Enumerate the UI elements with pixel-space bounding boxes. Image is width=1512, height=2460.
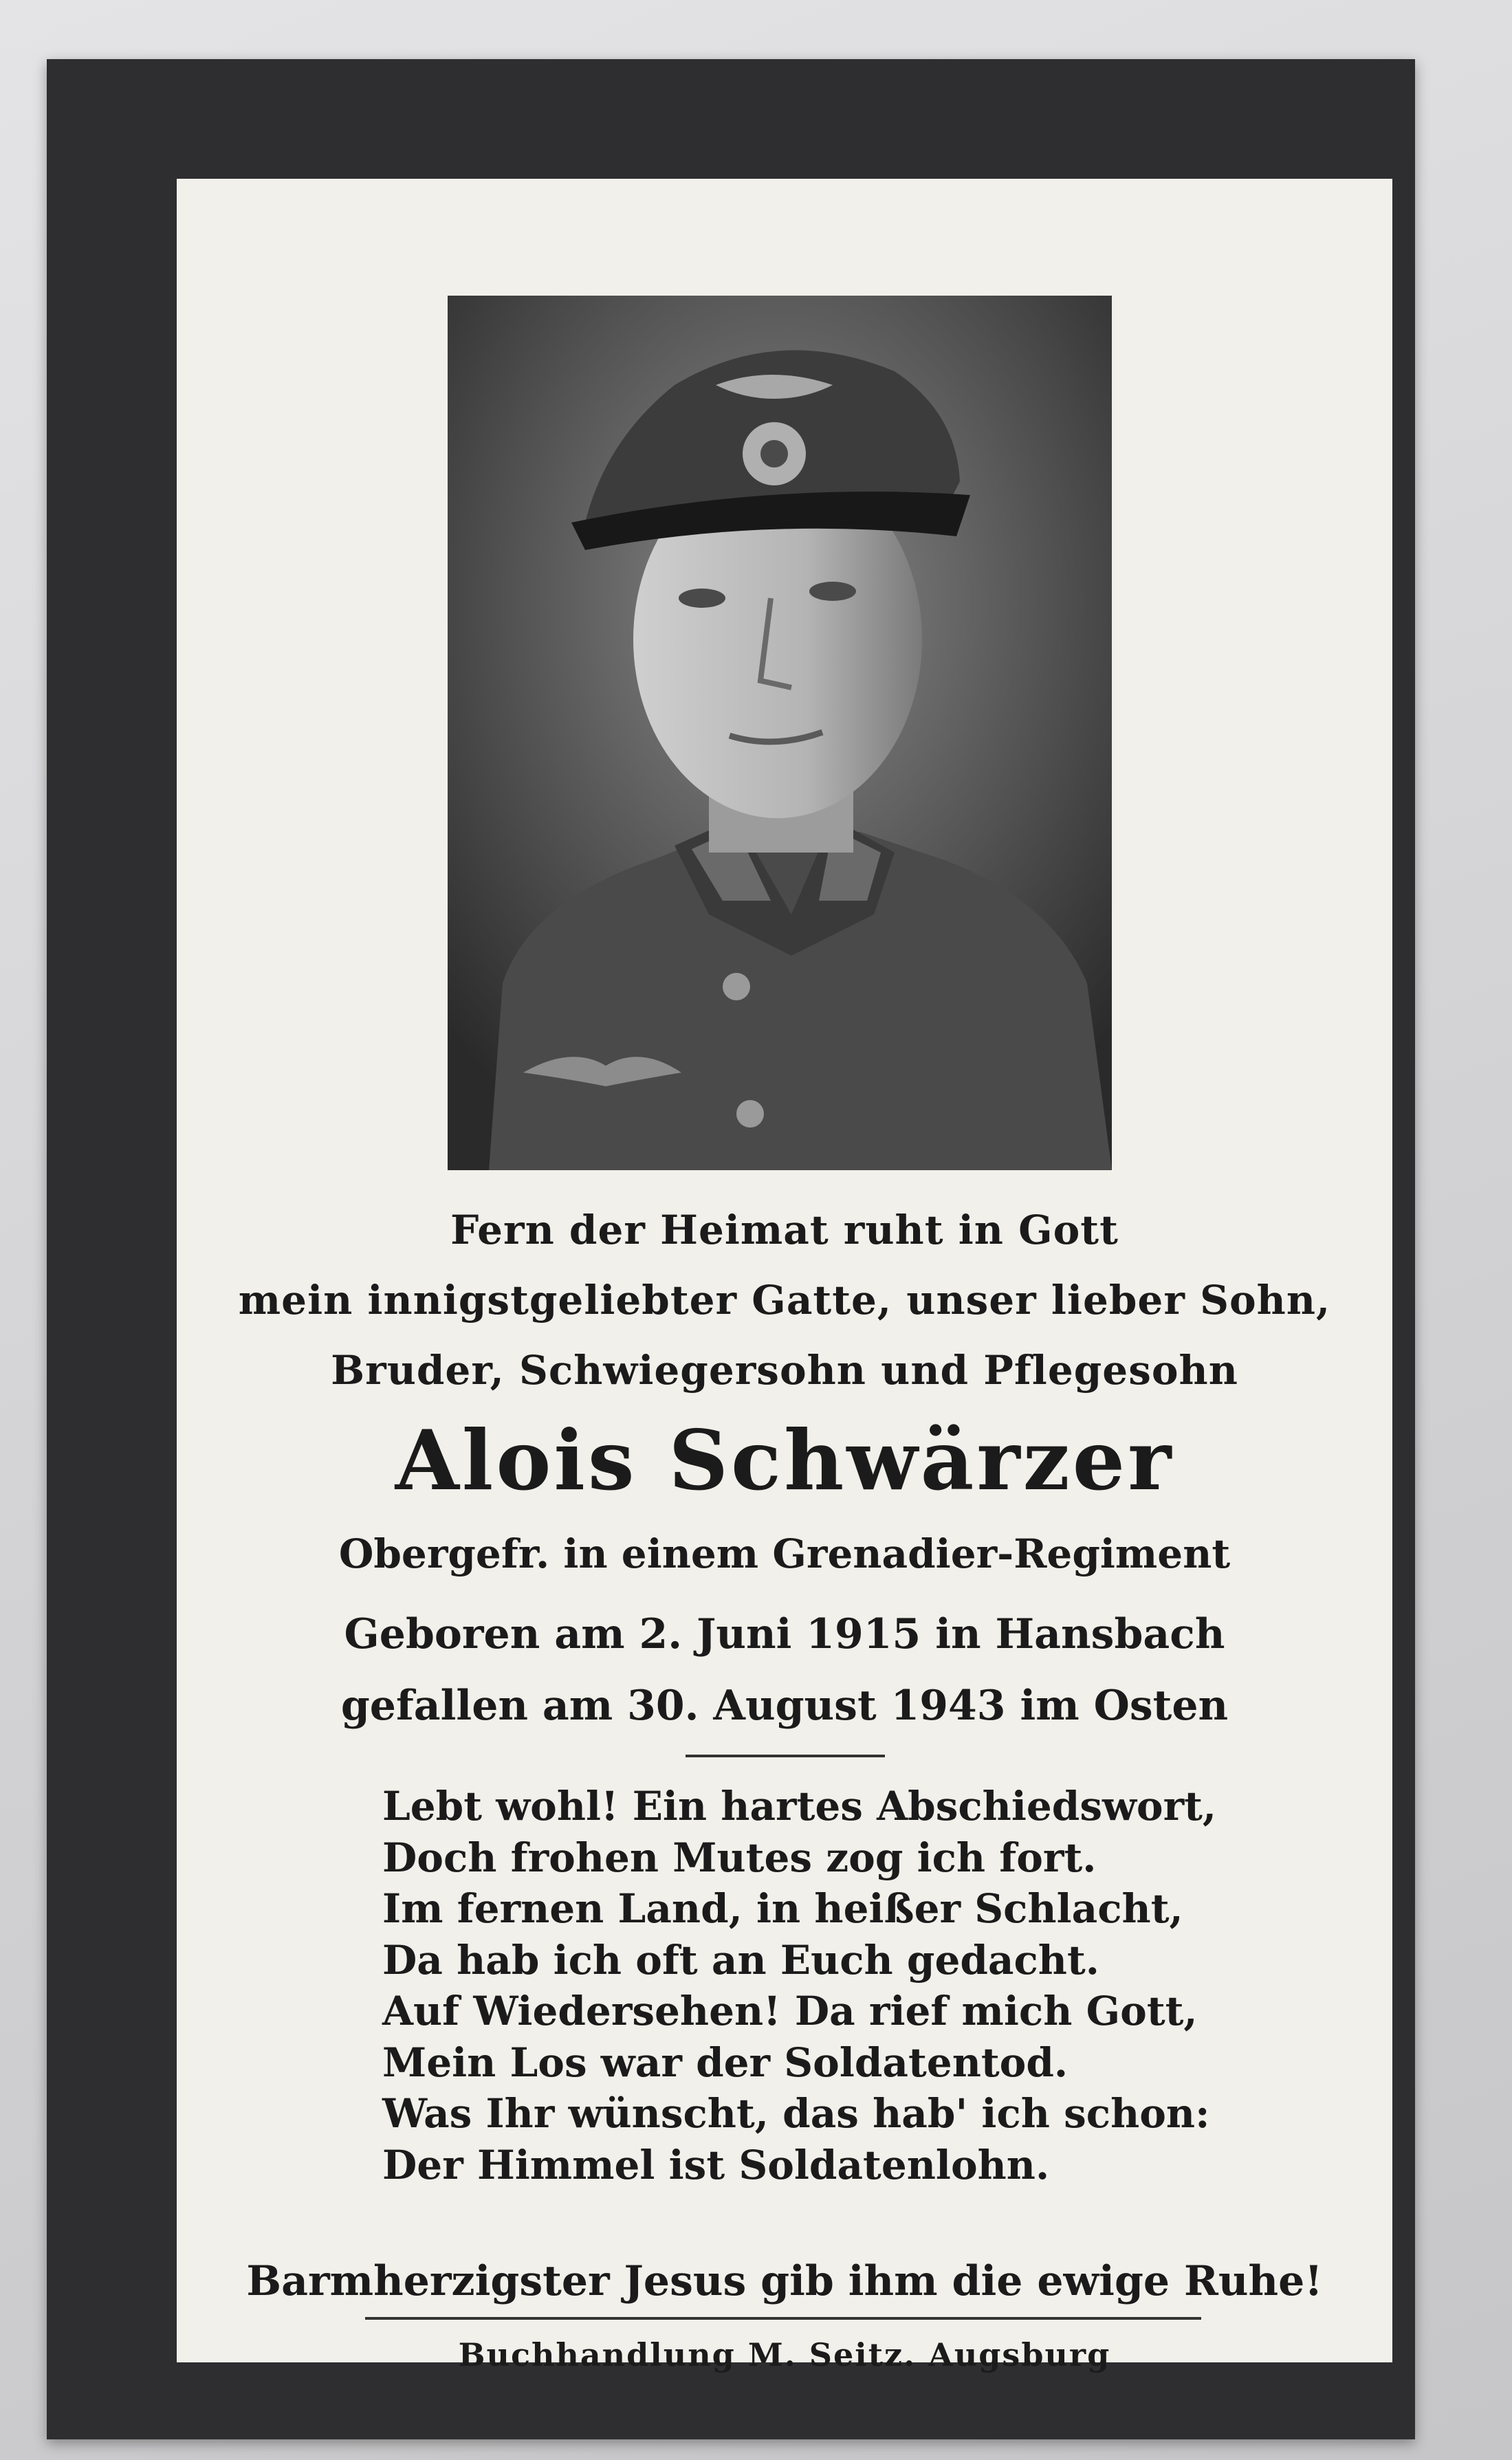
printer-imprint: [177, 2331, 1392, 2379]
military-rank-text: Obergefr. in einem Grenadier-Regiment: [338, 1530, 1231, 1577]
intro-line: mein innigstgeliebter Gatte, unser lieber Sohn,: [238, 1277, 1331, 1324]
intro-line: Fern der Heimat ruht in Gott: [450, 1207, 1119, 1253]
poem-line: Im fernen Land, in heißer Schlacht,: [382, 1885, 1183, 1932]
deceased-name: [177, 1409, 1392, 1513]
soldier-portrait-photo: [448, 296, 1112, 1170]
poem-line: Da hab ich oft an Euch gedacht.: [382, 1936, 1099, 1984]
poem-line: Was Ihr wünscht, das hab' ich schon:: [382, 2090, 1210, 2137]
intro-text: [177, 1195, 1392, 1405]
deceased-name-text: Alois Schwärzer: [395, 1412, 1174, 1509]
closing-prayer: [177, 2247, 1392, 2316]
farewell-poem: [382, 1781, 1216, 2190]
printer-imprint-text: Buchhandlung M. Seitz. Augsburg: [458, 2336, 1111, 2373]
death-date-text: gefallen am 30. August 1943 im Osten: [340, 1682, 1229, 1730]
memorial-card-paper: [177, 179, 1392, 2373]
military-rank: [177, 1523, 1392, 1585]
footer-rule: [365, 2317, 1201, 2320]
life-dates: [177, 1599, 1392, 1742]
poem-line: Der Himmel ist Soldatenlohn.: [382, 2141, 1050, 2188]
closing-prayer-text: Barmherzigster Jesus gib ihm die ewige Ruhe!: [246, 2257, 1323, 2305]
poem-line: Doch frohen Mutes zog ich fort.: [382, 1834, 1097, 1881]
portrait-illustration: [448, 296, 1112, 1170]
poem-line: Lebt wohl! Ein hartes Abschiedswort,: [382, 1783, 1217, 1830]
section-divider: [686, 1755, 885, 1757]
poem-line: Auf Wiedersehen! Da rief mich Gott,: [382, 1988, 1198, 2034]
intro-line: Bruder, Schwiegersohn und Pflegesohn: [331, 1347, 1238, 1394]
poem-line: Mein Los war der Soldatentod.: [382, 2039, 1069, 2086]
memorial-card-border: [47, 59, 1415, 2439]
birth-date-text: Geboren am 2. Juni 1915 in Hansbach: [344, 1610, 1225, 1658]
